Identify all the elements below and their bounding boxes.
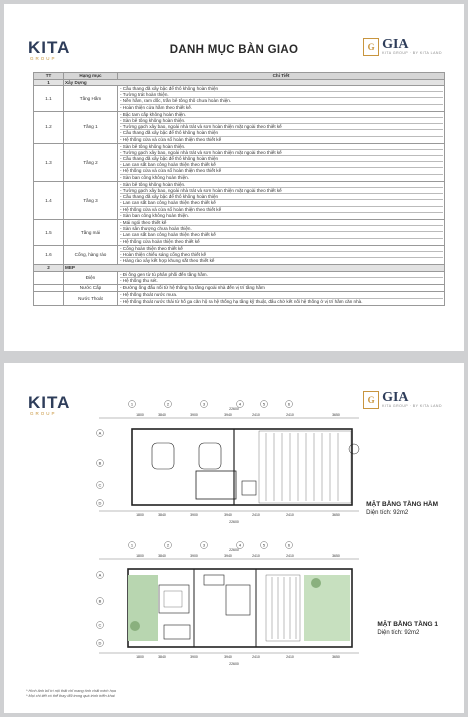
table-row [34,271,445,284]
plan-area: Diện tích: 92m2 [366,510,409,516]
dimension-label: 3650 [332,513,340,517]
dimension-label: 3940 [224,413,232,417]
section-name: Xây Dựng [64,79,445,86]
detail-line: - Sàn bê tông không hoàn thiện. [120,144,443,150]
item-number: 1.6 [34,245,64,265]
ground-floor-plan-label [377,621,438,636]
table-row [34,285,445,292]
item-details [118,271,445,284]
detail-line: - Hoàn thiện cửa hầm theo thiết kế. [120,104,193,110]
gia-logo-sub: KITA GROUP · BY KITA LAND [382,404,442,409]
grid-axis-col: 5 [262,401,266,407]
total-dimension-label: 22600 [229,662,239,666]
gia-emblem-icon: G [363,38,379,56]
dimension-label: 3900 [190,513,198,517]
dimension-label: 3650 [332,554,340,558]
floor-plans-page [4,363,464,713]
grid-axis-row: D [98,640,102,646]
detail-line: - Hệ thống cửa hoàn thiện theo thiết kế [120,238,200,244]
dimension-label: 2410 [286,413,294,417]
grid-axis-col: 5 [262,542,266,548]
detail-line: - Hệ thống thu sét. [120,277,158,283]
plan-title: MẶT BẰNG TẦNG HẦM [366,501,438,508]
dimension-label: 2410 [286,513,294,517]
basement-plan [99,418,359,511]
dimension-label: 3650 [332,655,340,659]
dimension-label: 2410 [286,655,294,659]
item-number: 1.5 [34,219,64,245]
item-name: Tầng mái [64,219,118,245]
col-header-detail: Chi Tiết [118,73,445,80]
item-name: Nước Thoát [64,292,118,305]
item-number: 1.4 [34,181,64,219]
table-row [34,111,445,143]
section-name: MEP [64,265,445,272]
item-name: Tầng Hầm [64,86,118,112]
plan-title: MẶT BẰNG TẦNG 1 [377,621,438,628]
item-name: Tầng 1 [64,111,118,143]
dimension-label: 3940 [224,513,232,517]
grid-axis-col: 3 [202,401,206,407]
car-icon [199,443,221,469]
total-dimension-label: 22600 [229,520,239,524]
detail-line: - Lan can sắt ban công hoàn thiện theo thiết kế [120,162,443,168]
detail-line: - Lan can sắt ban công hoàn thiện theo thiết kế [120,232,443,238]
dimension-label: 2410 [252,513,260,517]
handover-list-page [4,4,464,351]
table-row [34,181,445,219]
item-name: Điện [64,271,118,284]
dimension-label: 3840 [158,655,166,659]
section-number: 2 [34,265,64,272]
detail-line: - Sàn bê tông không hoàn thiện. [120,118,443,124]
grid-axis-row: A [98,430,102,436]
detail-line: - Hệ thống thoát nước mưa. [120,292,443,298]
item-details [118,285,445,292]
grid-axis-col: 3 [202,542,206,548]
grid-axis-col: 6 [287,401,291,407]
item-name: Cổng, hàng rào [64,245,118,265]
detail-line: - Đi ống gen từ tủ phân phối đến tầng hầm. [120,272,443,278]
gia-logo-sub: KITA GROUP · BY KITA LAND [382,51,442,56]
item-details [118,111,445,143]
logo-sub: GROUP [30,411,57,416]
detail-line: - Bậc tam cấp không hoàn thiện. [120,112,443,118]
detail-line: - Nền hầm, ram dốc, trần bê tông thô chưa hoàn thiện. [120,98,443,104]
dimension-label: 3940 [224,554,232,558]
detail-line: - Tường gạch xây bao, ngoài nhà trát và sơn hoàn thiện mặt ngoài theo thiết kế [120,150,443,156]
grid-axis-row: A [98,572,102,578]
detail-line: - Hệ thống cửa và cửa sổ hoàn thiện theo thiết kế [120,168,443,174]
detail-line: - Đường ống đấu nối từ hệ thống hạ tầng ngoài nhà đến vị trí tầng hầm [120,285,265,291]
dimension-label: 3900 [190,554,198,558]
table-row [34,292,445,305]
basement-plan-label [366,501,438,516]
grid-axis-col: 2 [166,401,170,407]
item-details [118,245,445,265]
section-number: 1 [34,79,64,86]
detail-line: - Sàn ban công không hoàn thiện. [120,212,189,218]
table-row [34,143,445,181]
logo-text: KITA [28,393,71,412]
detail-line: - Mái ngói theo thiết kế [120,220,443,226]
dimension-label: 2410 [252,413,260,417]
item-details [118,292,445,305]
dimension-label: 2410 [286,554,294,558]
table-row [34,86,445,112]
item-name: Tầng 2 [64,143,118,181]
table-row [34,245,445,265]
detail-line: - Sàn sân thượng chưa hoàn thiện. [120,226,443,232]
item-number: 1.1 [34,86,64,112]
item-number: 1.3 [34,143,64,181]
item-details [118,86,445,112]
detail-line: - Tường trát hoàn thiện. [120,92,443,98]
dimension-label: 3840 [158,554,166,558]
grid-axis-col: 1 [130,401,134,407]
item-details [118,143,445,181]
dimension-label: 1800 [136,413,144,417]
item-number [34,292,64,305]
total-dimension-label: 22600 [229,548,239,552]
logo-text: KITA [28,38,71,57]
note-line: * Mọi chi tiết có thể thay đổi trong quá trình triển khai [26,694,115,698]
detail-line: - Cầu thang đã xây bậc để thô không hoàn thiện [120,194,443,200]
detail-line: - Cầu thang đã xây bậc để thô không hoàn thiện [120,156,443,162]
item-number: 1.2 [34,111,64,143]
item-details [118,219,445,245]
dimension-label: 3840 [158,413,166,417]
dimension-label: 3900 [190,655,198,659]
dimension-label: 1800 [136,554,144,558]
detail-line: - Hoàn thiện chiếu sáng cổng theo thiết kế [120,252,443,258]
col-header-item: Hạng mục [64,73,118,80]
grid-axis-row: B [98,598,102,604]
gia-logo-text: GIA [382,390,409,406]
grid-axis-row: C [98,482,102,488]
dimension-label: 1800 [136,513,144,517]
item-name: Nước Cấp [64,285,118,292]
plan-area: Diện tích: 92m2 [377,630,420,636]
detail-line: - Hệ thống cửa và cửa sổ hoàn thiện theo thiết kế [120,136,222,142]
detail-line: - Hàng rào xây kết hợp khung sắt theo thiết kế [120,258,215,264]
dimension-label: 3940 [224,655,232,659]
dimension-label: 2410 [252,554,260,558]
dimension-label: 3840 [158,513,166,517]
grid-axis-col: 2 [166,542,170,548]
item-number [34,285,64,292]
detail-line: - Hệ thống thoát nước thải từ hố ga căn hộ ra hệ thống hạ tầng kỹ thuật, đấu chờ kết nối hệ thống ở vị trí hầm căn nhà. [120,298,363,304]
disclaimer-notes [26,689,116,699]
grid-axis-col: 6 [287,542,291,548]
ground-floor-plan [99,559,359,653]
detail-line: - Sàn bê tông không hoàn thiện. [120,182,443,188]
car-icon [152,443,174,469]
dimension-label: 3650 [332,413,340,417]
page-title: DANH MỤC BÀN GIAO [169,44,299,56]
floor-plan-drawings [4,363,464,693]
item-name: Tầng 3 [64,181,118,219]
total-dimension-label: 22600 [229,407,239,411]
handover-table [33,72,445,306]
detail-line: - Cầu thang đã xây bậc để thô không hoàn thiện [120,86,443,92]
table-row [34,219,445,245]
grid-axis-col: 1 [130,542,134,548]
grid-axis-row: B [98,460,102,466]
detail-line: - Tường gạch xây bao, ngoài nhà trát và sơn hoàn thiện mặt ngoài theo thiết kế [120,188,443,194]
dimension-label: 2410 [252,655,260,659]
item-details [118,181,445,219]
detail-line: - Lan can sắt ban công hoàn thiện theo thiết kế [120,200,443,206]
detail-line: - Sàn ban công không hoàn thiện. [120,174,189,180]
item-number [34,271,64,284]
grid-axis-row: D [98,500,102,506]
dimension-label: 1800 [136,655,144,659]
detail-line: - Tường gạch xây bao, ngoài nhà trát và sơn hoàn thiện mặt ngoài theo thiết kế [120,124,443,130]
grid-axis-col: 4 [238,401,242,407]
grid-axis-col: 4 [238,542,242,548]
note-line: * Hình ảnh bố trí nội thất chỉ mang tính chất minh họa [26,689,116,693]
detail-line: - Hệ thống cửa và cửa sổ hoàn thiện theo thiết kế [120,207,443,213]
detail-line: - Cổng hoàn thiện theo thiết kế [120,246,443,252]
dimension-label: 3900 [190,413,198,417]
gia-emblem-icon: G [363,391,379,409]
logo-sub: GROUP [30,56,57,61]
col-header-tt: TT [34,73,64,80]
grid-axis-row: C [98,622,102,628]
detail-line: - Cầu thang đã xây bậc để thô không hoàn thiện [120,130,443,136]
gia-logo-text: GIA [382,37,409,53]
